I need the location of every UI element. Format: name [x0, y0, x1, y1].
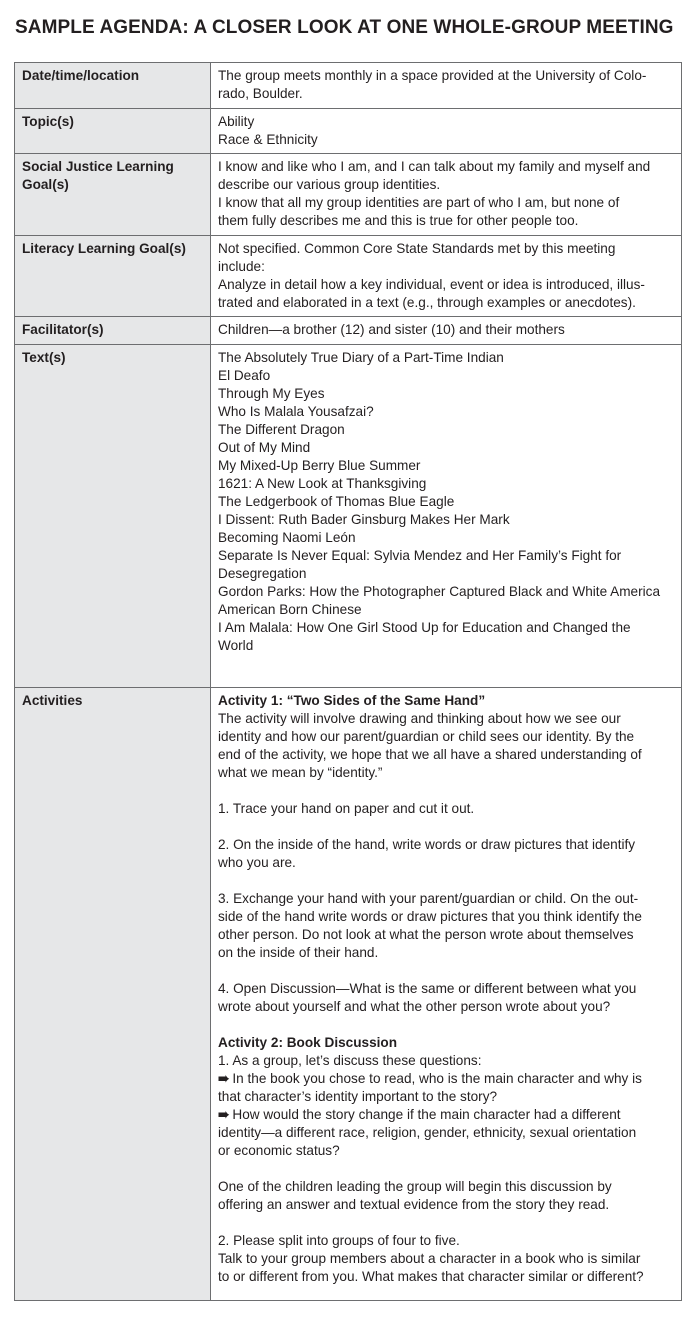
step-line: other person. Do not look at what the person wrote about themselves: [218, 927, 634, 942]
book-title: The Ledgerbook of Thomas Blue Eagle: [218, 494, 455, 509]
step-line: 2. Please split into groups of four to five.: [218, 1233, 460, 1248]
book-title: The Absolutely True Diary of a Part-Time Indian: [218, 350, 504, 365]
book-title: I Am Malala: How One Girl Stood Up for Education and Changed the: [218, 620, 631, 635]
text-line: The activity will involve drawing and thinking about how we see our: [218, 711, 621, 726]
row-label: Activities: [15, 688, 211, 1301]
book-title: The Different Dragon: [218, 422, 345, 437]
step-line: to or different from you. What makes that character similar or different?: [218, 1269, 644, 1284]
step-line: on the inside of their hand.: [218, 945, 379, 960]
spacer: [218, 818, 675, 836]
text-line: I know and like who I am, and I can talk about my family and myself and: [218, 159, 651, 174]
step-line: 4. Open Discussion—What is the same or different between what you: [218, 981, 637, 996]
book-title: Who Is Malala Yousafzai?: [218, 404, 374, 419]
book-title: Becoming Naomi León: [218, 530, 356, 545]
text-line: The group meets monthly in a space provided at the University of Colo-: [218, 68, 647, 83]
table-row-date-time-location: [15, 63, 682, 109]
text-line: describe our various group identities.: [218, 177, 441, 192]
text-line: I know that all my group identities are part of who I am, but none of: [218, 195, 620, 210]
spacer: [218, 1160, 675, 1178]
row-label: Facilitator(s): [15, 317, 211, 345]
text-line: them fully describes me and this is true for other people too.: [218, 213, 579, 228]
activity-heading: Activity 1: “Two Sides of the Same Hand”: [218, 693, 486, 708]
table-row-texts: [15, 345, 682, 688]
text-line: Analyze in detail how a key individual, event or idea is introduced, illus-: [218, 277, 645, 292]
text-line: Children—a brother (12) and sister (10) and their mothers: [218, 322, 565, 337]
topic-item: Ability: [218, 114, 255, 129]
book-title: 1621: A New Look at Thanksgiving: [218, 476, 427, 491]
row-label: Topic(s): [15, 109, 211, 154]
label-line: Goal(s): [22, 177, 69, 192]
row-value: [211, 154, 682, 236]
row-label: Literacy Learning Goal(s): [15, 236, 211, 317]
table-row-literacy-goals: [15, 236, 682, 317]
row-label: Date/time/location: [15, 63, 211, 109]
book-title: American Born Chinese: [218, 602, 362, 617]
table-row-social-justice-goals: [15, 154, 682, 236]
row-value: [211, 345, 682, 688]
topic-item: Race & Ethnicity: [218, 132, 318, 147]
spacer: [218, 782, 675, 800]
page-title: SAMPLE AGENDA: A CLOSER LOOK AT ONE WHOLE-GROUP MEETING: [15, 17, 674, 38]
activity-heading: Activity 2: Book Discussion: [218, 1035, 398, 1050]
bullet-line: or economic status?: [218, 1143, 340, 1158]
book-title: Through My Eyes: [218, 386, 325, 401]
arrow-bullet-icon: ➠: [218, 1107, 230, 1122]
book-title: Out of My Mind: [218, 440, 311, 455]
book-title: My Mixed-Up Berry Blue Summer: [218, 458, 421, 473]
text-line: trated and elaborated in a text (e.g., through examples or anecdotes).: [218, 295, 636, 310]
table-row-activities: [15, 688, 682, 1301]
book-title: I Dissent: Ruth Bader Ginsburg Makes Her Mark: [218, 512, 510, 527]
bullet-text: In the book you chose to read, who is the main character and why is: [232, 1071, 642, 1086]
row-value: [211, 317, 682, 345]
step-line: side of the hand write words or draw pictures that you think identify the: [218, 909, 642, 924]
text-line: Not specified. Common Core State Standards met by this meeting: [218, 241, 616, 256]
book-title: Separate Is Never Equal: Sylvia Mendez and Her Family’s Fight for: [218, 548, 622, 563]
agenda-table: [14, 62, 682, 1301]
text-line: 1. As a group, let’s discuss these questions:: [218, 1053, 482, 1068]
step-line: Talk to your group members about a character in a book who is similar: [218, 1251, 641, 1266]
bullet-line: that character’s identity important to the story?: [218, 1089, 498, 1104]
book-title: El Deafo: [218, 368, 271, 383]
step-line: wrote about yourself and what the other person wrote about you?: [218, 999, 611, 1014]
spacer: [218, 872, 675, 890]
spacer: [218, 962, 675, 980]
table-row-facilitators: [15, 317, 682, 345]
bullet-line: identity—a different race, religion, gender, ethnicity, sexual orientation: [218, 1125, 637, 1140]
row-value: [211, 236, 682, 317]
book-title: Gordon Parks: How the Photographer Captured Black and White America: [218, 584, 661, 599]
row-label: Text(s): [15, 345, 211, 688]
row-label: [15, 154, 211, 236]
bullet-text: How would the story change if the main character had a different: [232, 1107, 621, 1122]
text-line: One of the children leading the group will begin this discussion by: [218, 1179, 612, 1194]
arrow-bullet-icon: ➠: [218, 1071, 230, 1086]
text-line: identity and how our parent/guardian or child sees our identity. By the: [218, 729, 635, 744]
text-line: offering an answer and textual evidence from the story they read.: [218, 1197, 610, 1212]
row-value: [211, 109, 682, 154]
step-line: 3. Exchange your hand with your parent/guardian or child. On the out-: [218, 891, 639, 906]
text-line: rado, Boulder.: [218, 86, 303, 101]
text-line: include:: [218, 259, 265, 274]
book-title: Desegregation: [218, 566, 307, 581]
label-line: Social Justice Learning: [22, 159, 174, 174]
table-row-topics: [15, 109, 682, 154]
book-title: World: [218, 638, 254, 653]
text-line: end of the activity, we hope that we all have a shared understanding of: [218, 747, 642, 762]
spacer: [218, 1214, 675, 1232]
bullet-line: [218, 1106, 675, 1124]
row-value: [211, 63, 682, 109]
spacer: [218, 1016, 675, 1034]
step-line: 1. Trace your hand on paper and cut it out.: [218, 801, 475, 816]
step-line: 2. On the inside of the hand, write words or draw pictures that identify: [218, 837, 636, 852]
text-line: what we mean by “identity.”: [218, 765, 383, 780]
step-line: who you are.: [218, 855, 296, 870]
bullet-line: [218, 1070, 675, 1088]
row-value: [211, 688, 682, 1301]
